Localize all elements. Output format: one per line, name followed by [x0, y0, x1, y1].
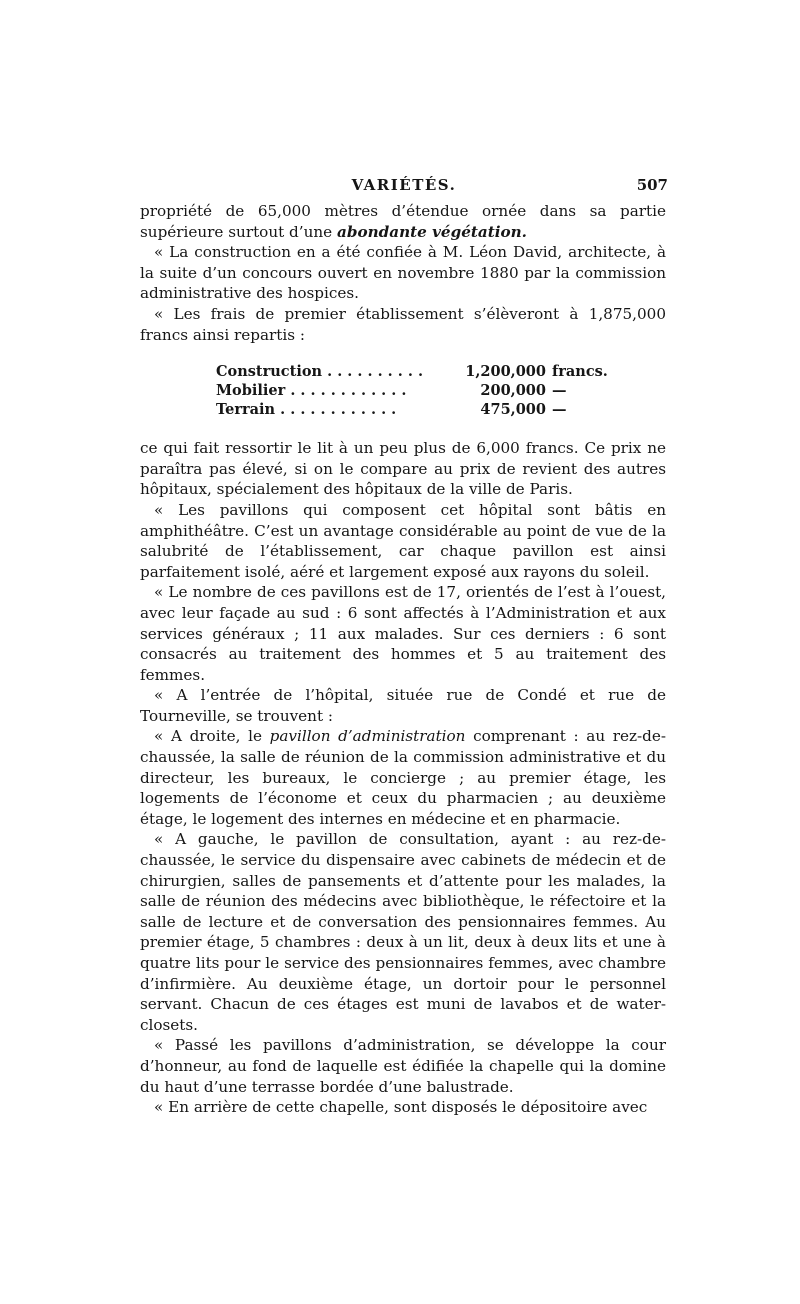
table-row: Terrain . . . . . . . . . . . . 475,000 —: [216, 400, 616, 419]
paragraph-8-text-end: comprenant : au rez-de-chaussée, la salle de réunion de la commission administrative et du directeur, les bureaux, le concierge ; au premier étage, les logements de l’économe et ceux du pharmacien ; au deuxième étage, le logement des internes en médecine et en pharmacie.: [140, 727, 666, 828]
page-header: [140, 176, 668, 200]
paragraph-1-emphasis: abondante végétation.: [336, 222, 527, 241]
paragraph-6: « Le nombre de ces pavillons est de 17, orientés de l’est à l’ouest, avec leur façade au sud : 6 sont affectés à l’Administration et aux services généraux ; 11 aux malades. Sur ces derniers : 6 sont consacrés au traitement des hommes et 5 au traitement des femmes.: [140, 583, 666, 684]
cost-amount: 1,200,000: [465, 363, 546, 381]
cost-label: Mobilier: [216, 382, 286, 400]
paragraph-1: [140, 201, 666, 242]
cost-amount: 475,000: [480, 401, 546, 419]
cost-amount: 200,000: [480, 382, 546, 400]
cost-unit: —: [552, 382, 567, 400]
paragraph-8-text-start: « A droite, le: [154, 727, 270, 746]
cost-label: Terrain: [216, 401, 276, 419]
cost-unit: —: [552, 401, 567, 419]
paragraph-7: « A l’entrée de l’hôpital, située rue de Condé et rue de Tourneville, se trouvent :: [140, 686, 666, 725]
paragraph-11: « En arrière de cette chapelle, sont disposés le dépositoire avec: [154, 1098, 648, 1117]
paragraph-3: « Les frais de premier établissement s’élèveront à 1,875,000 francs ainsi repartis :: [140, 304, 666, 344]
paragraph-8-emphasis: pavillon d’administration: [269, 727, 466, 746]
running-head: VARIÉTÉS.: [351, 176, 457, 194]
paragraph-8: [140, 726, 666, 829]
body-text: [140, 201, 666, 1118]
page-number: 507: [636, 176, 668, 194]
cost-table: [216, 362, 616, 419]
paragraph-10: « Passé les pavillons d’administration, se développe la cour d’honneur, au fond de laquelle est édifiée la chapelle qui la domine du haut d’une terrasse bordée d’une balustrade.: [140, 1036, 666, 1096]
cost-unit: francs.: [552, 363, 608, 381]
paragraph-5: « Les pavillons qui composent cet hôpital sont bâtis en amphithéâtre. C’est un avantage considérable au point de vue de la salubrité de l’établissement, car chaque pavillon est ainsi parfaitement isolé, aéré et largement exposé aux rayons du soleil.: [140, 500, 666, 581]
cost-label: Construction: [216, 363, 323, 381]
paragraph-2: « La construction en a été confiée à M. Léon David, architecte, à la suite d’un concours ouvert en novembre 1880 par la commission administrative des hospices.: [140, 243, 666, 303]
paragraph-9: « A gauche, le pavillon de consultation, ayant : au rez-de-chaussée, le service du dispensaire avec cabinets de médecin et de chirurgien, salles de pansements et d’attente pour les malades, la salle de réunion des médecins avec bibliothèque, le réfectoire et la salle de lecture et de conversation des pensionnaires femmes. Au premier étage, 5 chambres : deux à un lit, deux à deux lits et une à quatre lits pour le service des pensionnaires femmes, avec chambre d’infirmière. Au deuxième étage, un dortoir pour le personnel servant. Chacun de ces étages est muni de lavabos et de water-closets.: [140, 830, 666, 1034]
table-row: Construction . . . . . . . . . . 1,200,000 francs.: [216, 362, 616, 381]
paragraph-4: ce qui fait ressortir le lit à un peu plus de 6,000 francs. Ce prix ne paraîtra pas élevé, si on le compare au prix de revient des autres hôpitaux, spécialement des hôpitaux de la ville de Paris.: [140, 439, 666, 499]
table-row: Mobilier . . . . . . . . . . . . 200,000 —: [216, 381, 616, 400]
paragraph-1-text: propriété de 65,000 mètres d’étendue ornée dans sa partie supérieure surtout d’une: [140, 202, 666, 241]
